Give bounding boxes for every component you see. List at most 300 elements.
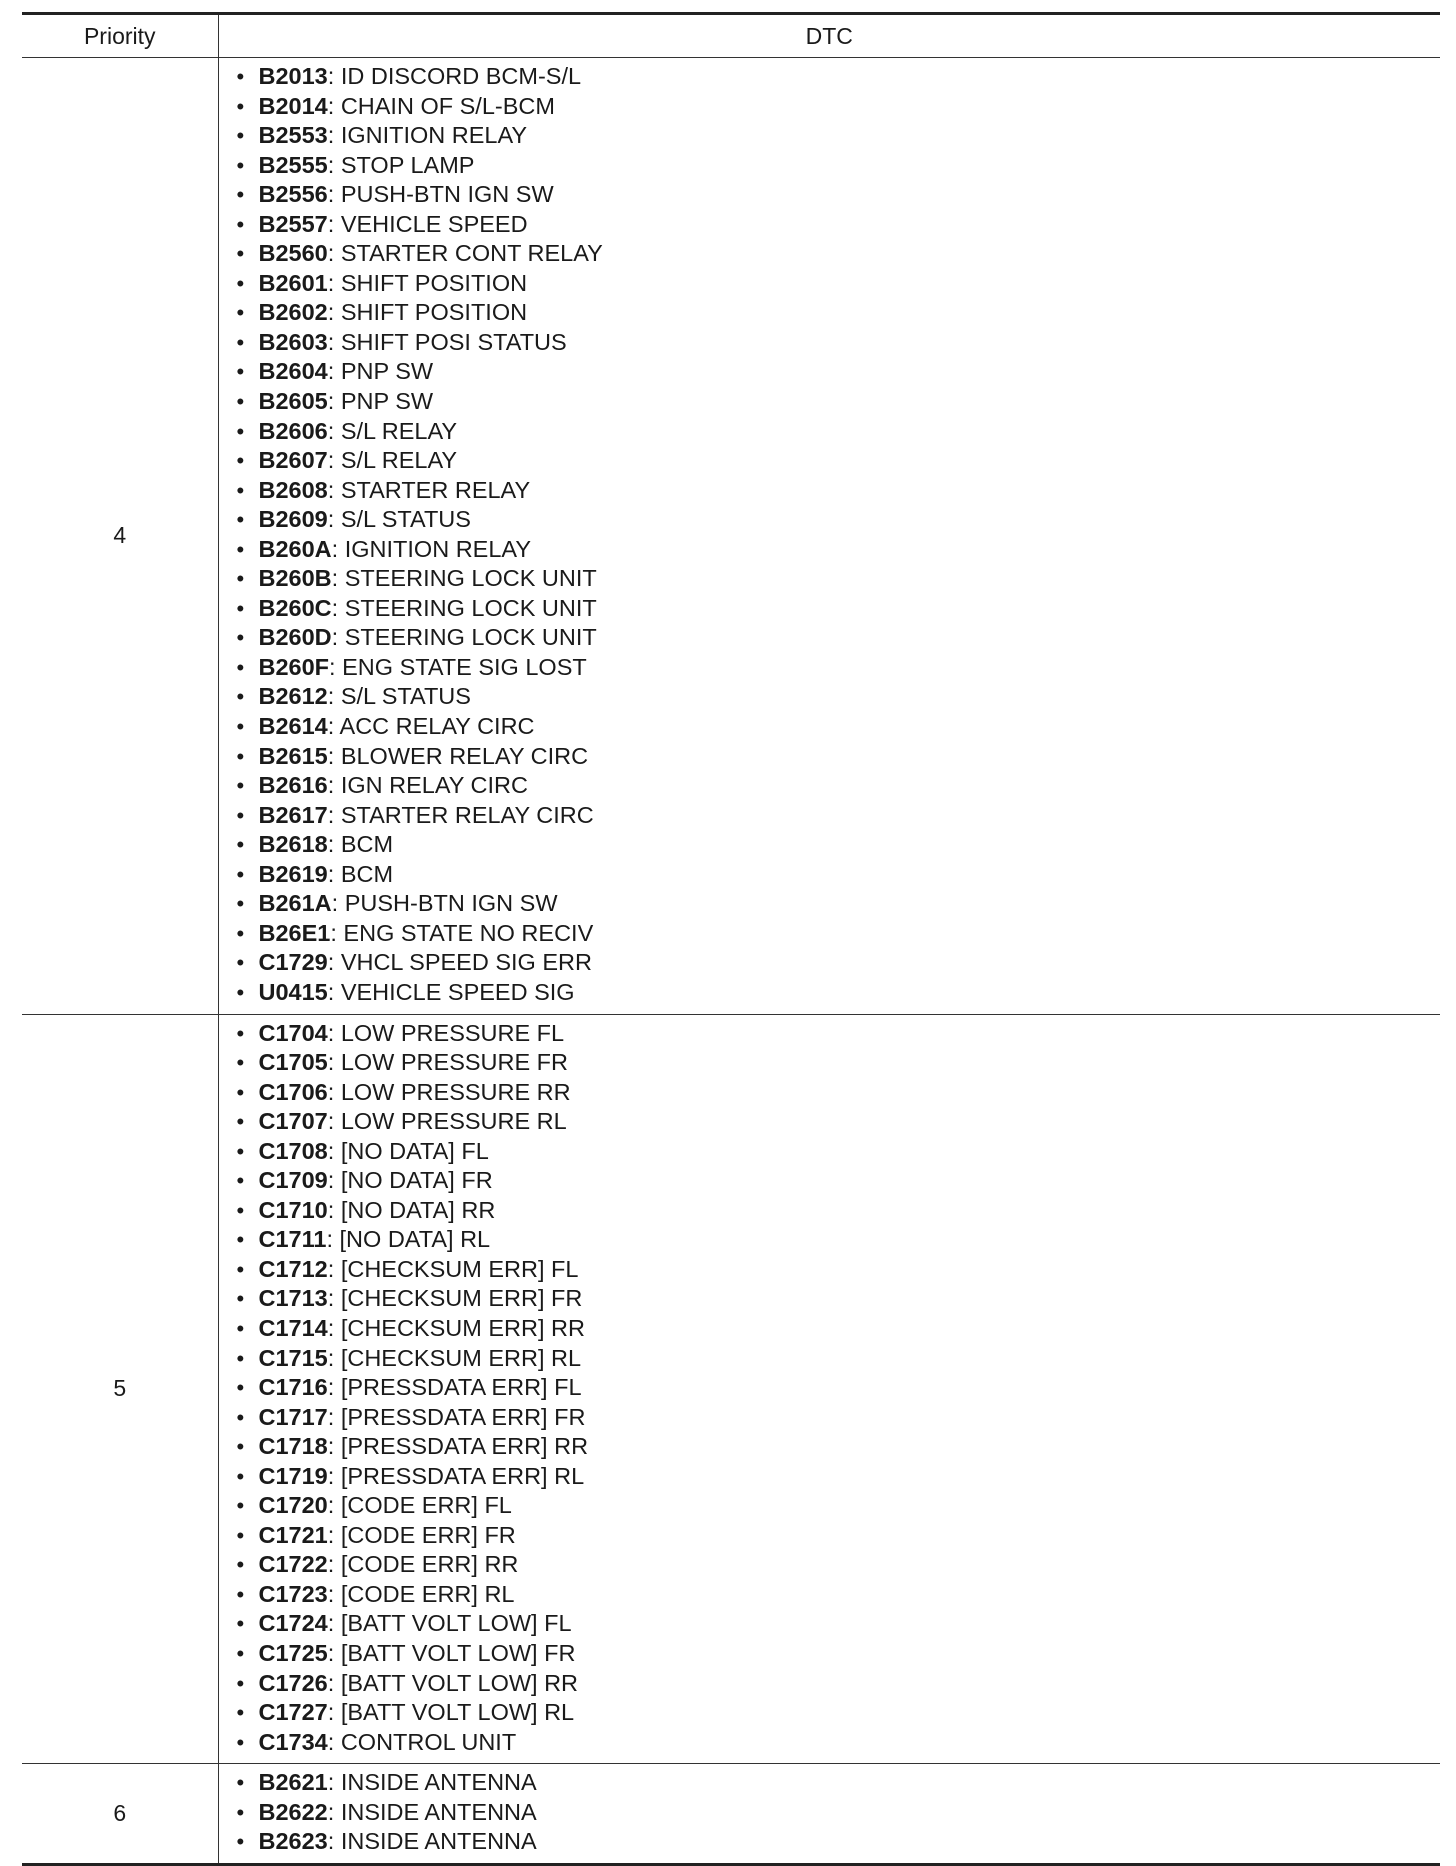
bullet-icon: • <box>236 1197 245 1223</box>
dtc-code: B2013 <box>258 63 328 89</box>
dtc-list-item <box>219 328 1441 358</box>
bullet-icon: • <box>236 389 245 415</box>
dtc-separator: : <box>327 506 341 533</box>
dtc-code: C1719 <box>258 1462 328 1489</box>
dtc-separator: : <box>327 713 340 740</box>
dtc-description: S/L RELAY <box>340 417 458 444</box>
bullet-icon: • <box>236 950 245 976</box>
dtc-separator: : <box>327 1769 341 1796</box>
dtc-separator: : <box>327 1728 341 1755</box>
dtc-code: B2612 <box>258 683 328 710</box>
bullet-icon: • <box>236 1493 245 1519</box>
dtc-description: [CODE ERR] FR <box>340 1521 516 1548</box>
bullet-icon: • <box>236 123 245 149</box>
bullet-icon: • <box>236 1829 245 1855</box>
bullet-icon: • <box>236 1670 245 1696</box>
dtc-separator: : <box>331 594 345 621</box>
bullet-icon: • <box>236 1256 245 1282</box>
bullet-icon: • <box>236 1611 245 1637</box>
dtc-list-item <box>219 1137 1441 1167</box>
bullet-icon: • <box>236 1227 245 1253</box>
dtc-description: [BATT VOLT LOW] RL <box>340 1699 575 1726</box>
bullet-icon: • <box>236 1020 245 1046</box>
table-body <box>22 58 1440 1865</box>
header-row <box>22 14 1440 58</box>
bullet-icon: • <box>236 1463 245 1489</box>
dtc-description: S/L STATUS <box>340 506 471 533</box>
dtc-list-item <box>219 476 1441 506</box>
dtc-description: [BATT VOLT LOW] FR <box>340 1639 576 1666</box>
dtc-description: S/L STATUS <box>340 683 471 710</box>
bullet-icon: • <box>236 773 245 799</box>
dtc-list-item <box>219 1078 1441 1108</box>
priority-value: 6 <box>22 1764 218 1865</box>
bullet-icon: • <box>236 566 245 592</box>
dtc-code: C1725 <box>258 1639 328 1666</box>
dtc-code: B2553 <box>258 122 328 149</box>
priority-value: 4 <box>22 58 218 1015</box>
dtc-list-item <box>219 417 1441 447</box>
dtc-description: STARTER RELAY <box>340 476 531 503</box>
dtc-separator: : <box>327 683 341 710</box>
bullet-icon: • <box>236 182 245 208</box>
dtc-description: CHAIN OF S/L-BCM <box>340 92 555 119</box>
dtc-list-item <box>219 1196 1441 1226</box>
dtc-description: [PRESSDATA ERR] RL <box>340 1462 585 1489</box>
dtc-code: B260B <box>258 565 332 592</box>
dtc-separator: : <box>327 1639 341 1666</box>
dtc-description: LOW PRESSURE FL <box>340 1019 565 1046</box>
dtc-separator: : <box>327 358 341 385</box>
dtc-separator: : <box>331 565 345 592</box>
dtc-cell <box>218 58 1440 1015</box>
dtc-separator: : <box>327 1521 341 1548</box>
dtc-separator: : <box>327 949 341 976</box>
dtc-code: B2609 <box>258 506 328 533</box>
dtc-description: S/L RELAY <box>340 447 458 474</box>
dtc-list-item <box>219 239 1441 269</box>
dtc-description: STARTER RELAY CIRC <box>340 801 594 828</box>
dtc-separator: : <box>327 447 341 474</box>
dtc-description: IGN RELAY CIRC <box>340 772 528 799</box>
bullet-icon: • <box>236 1286 245 1312</box>
bullet-icon: • <box>236 1799 245 1825</box>
dtc-list-item <box>219 682 1441 712</box>
dtc-code: B2621 <box>258 1769 328 1796</box>
bullet-icon: • <box>236 1552 245 1578</box>
dtc-description: [NO DATA] FL <box>340 1137 489 1164</box>
dtc-description: CONTROL UNIT <box>340 1728 517 1755</box>
dtc-description: [CHECKSUM ERR] RR <box>340 1314 585 1341</box>
dtc-separator: : <box>327 1669 341 1696</box>
dtc-list <box>219 58 1441 1014</box>
dtc-code: C1715 <box>258 1344 328 1371</box>
bullet-icon: • <box>236 1729 245 1755</box>
dtc-separator: : <box>327 1137 341 1164</box>
dtc-list-item <box>219 505 1441 535</box>
dtc-separator: : <box>327 1433 341 1460</box>
bullet-icon: • <box>236 684 245 710</box>
dtc-list-item <box>219 1166 1441 1196</box>
dtc-list-item <box>219 1314 1441 1344</box>
dtc-list-item <box>219 1019 1441 1049</box>
dtc-list-item <box>219 1580 1441 1610</box>
dtc-separator: : <box>327 1403 341 1430</box>
dtc-description: [PRESSDATA ERR] FL <box>340 1374 582 1401</box>
dtc-list-item <box>219 1255 1441 1285</box>
bullet-icon: • <box>236 270 245 296</box>
dtc-description: SHIFT POSITION <box>340 269 528 296</box>
dtc-list-item <box>219 121 1441 151</box>
dtc-list-item <box>219 151 1441 181</box>
dtc-code: C1726 <box>258 1669 328 1696</box>
dtc-separator: : <box>326 1226 340 1253</box>
dtc-description: [CHECKSUM ERR] FR <box>340 1285 583 1312</box>
dtc-list-item <box>219 1373 1441 1403</box>
dtc-code: B2615 <box>258 742 328 769</box>
dtc-code: C1721 <box>258 1521 328 1548</box>
bullet-icon: • <box>236 1581 245 1607</box>
dtc-list-item <box>219 623 1441 653</box>
dtc-code: B2608 <box>258 476 328 503</box>
dtc-code: C1723 <box>258 1580 328 1607</box>
dtc-list-item <box>219 357 1441 387</box>
bullet-icon: • <box>236 1109 245 1135</box>
dtc-description: [CODE ERR] RR <box>340 1551 519 1578</box>
bullet-icon: • <box>236 595 245 621</box>
dtc-description: INSIDE ANTENNA <box>340 1828 537 1855</box>
dtc-code: B2555 <box>258 151 328 178</box>
dtc-separator: : <box>327 1078 341 1105</box>
bullet-icon: • <box>236 1050 245 1076</box>
bullet-icon: • <box>236 891 245 917</box>
dtc-separator: : <box>327 1108 341 1135</box>
bullet-icon: • <box>236 1315 245 1341</box>
bullet-icon: • <box>236 507 245 533</box>
dtc-code: C1734 <box>258 1728 328 1755</box>
dtc-description: PUSH-BTN IGN SW <box>340 181 554 208</box>
bullet-icon: • <box>236 625 245 651</box>
dtc-list-item <box>219 1728 1441 1758</box>
dtc-list-item <box>219 269 1441 299</box>
dtc-code: B2606 <box>258 417 328 444</box>
dtc-list-item <box>219 860 1441 890</box>
dtc-code: B2614 <box>258 713 328 740</box>
dtc-separator: : <box>327 1049 341 1076</box>
dtc-separator: : <box>331 535 345 562</box>
dtc-separator: : <box>327 92 341 119</box>
bullet-icon: • <box>236 743 245 769</box>
dtc-code: B260F <box>258 653 330 680</box>
dtc-list-item <box>219 1827 1441 1857</box>
bullet-icon: • <box>236 920 245 946</box>
bullet-icon: • <box>236 448 245 474</box>
dtc-code: C1722 <box>258 1551 328 1578</box>
dtc-separator: : <box>327 269 341 296</box>
bullet-icon: • <box>236 211 245 237</box>
dtc-code: B260A <box>258 535 332 562</box>
dtc-separator: : <box>327 1344 341 1371</box>
dtc-separator: : <box>327 63 341 89</box>
dtc-separator: : <box>327 1374 341 1401</box>
bullet-icon: • <box>236 1079 245 1105</box>
dtc-description: ENG STATE NO RECIV <box>343 919 594 946</box>
dtc-description: VEHICLE SPEED <box>340 210 528 237</box>
priority-column-header: Priority <box>22 14 218 58</box>
dtc-separator: : <box>327 476 341 503</box>
dtc-list-item <box>219 180 1441 210</box>
dtc-code: B2557 <box>258 210 328 237</box>
dtc-separator: : <box>327 1285 341 1312</box>
dtc-description: PNP SW <box>340 388 434 415</box>
dtc-description: LOW PRESSURE RR <box>340 1078 571 1105</box>
dtc-priority-table <box>22 12 1440 1866</box>
bullet-icon: • <box>236 1434 245 1460</box>
dtc-list-item <box>219 1107 1441 1137</box>
dtc-code: C1712 <box>258 1255 328 1282</box>
dtc-description: SHIFT POSITION <box>340 299 528 326</box>
dtc-description: INSIDE ANTENNA <box>340 1798 537 1825</box>
dtc-code: C1716 <box>258 1374 328 1401</box>
dtc-cell <box>218 1764 1440 1865</box>
bullet-icon: • <box>236 300 245 326</box>
dtc-code: B26E1 <box>258 919 331 946</box>
dtc-code: B261A <box>258 890 332 917</box>
dtc-separator: : <box>327 1196 341 1223</box>
dtc-list-item <box>219 594 1441 624</box>
dtc-list-item <box>219 1491 1441 1521</box>
dtc-separator: : <box>327 801 341 828</box>
bullet-icon: • <box>236 1404 245 1430</box>
dtc-separator: : <box>327 860 341 887</box>
dtc-separator: : <box>327 299 341 326</box>
dtc-description: STEERING LOCK UNIT <box>344 624 597 651</box>
dtc-separator: : <box>327 1699 341 1726</box>
dtc-description: BCM <box>340 831 394 858</box>
dtc-list-item <box>219 742 1441 772</box>
dtc-code: C1710 <box>258 1196 328 1223</box>
dtc-description: INSIDE ANTENNA <box>340 1769 537 1796</box>
dtc-description: STEERING LOCK UNIT <box>344 565 597 592</box>
dtc-list-item <box>219 387 1441 417</box>
dtc-code: C1724 <box>258 1610 328 1637</box>
bullet-icon: • <box>236 536 245 562</box>
dtc-description: STOP LAMP <box>340 151 475 178</box>
dtc-description: [NO DATA] RL <box>339 1226 491 1253</box>
bullet-icon: • <box>236 1640 245 1666</box>
bullet-icon: • <box>236 802 245 828</box>
dtc-description: STEERING LOCK UNIT <box>344 594 597 621</box>
dtc-list-item <box>219 298 1441 328</box>
dtc-description: ENG STATE SIG LOST <box>342 653 587 680</box>
dtc-code: B260D <box>258 624 332 651</box>
dtc-description: LOW PRESSURE FR <box>340 1049 569 1076</box>
bullet-icon: • <box>236 1138 245 1164</box>
dtc-column-header: DTC <box>218 14 1440 58</box>
dtc-separator: : <box>327 1314 341 1341</box>
dtc-separator: : <box>327 1492 341 1519</box>
dtc-list-item <box>219 1639 1441 1669</box>
bullet-icon: • <box>236 1168 245 1194</box>
dtc-code: B2617 <box>258 801 328 828</box>
dtc-description: PNP SW <box>340 358 434 385</box>
dtc-code: B2602 <box>258 299 328 326</box>
dtc-code: B2556 <box>258 181 328 208</box>
dtc-list-item <box>219 1698 1441 1728</box>
bullet-icon: • <box>236 714 245 740</box>
bullet-icon: • <box>236 832 245 858</box>
dtc-code: B2014 <box>258 92 328 119</box>
dtc-separator: : <box>327 210 341 237</box>
bullet-icon: • <box>236 64 245 89</box>
bullet-icon: • <box>236 1375 245 1401</box>
dtc-separator: : <box>327 1610 341 1637</box>
dtc-code: C1727 <box>258 1699 328 1726</box>
dtc-description: ACC RELAY CIRC <box>339 713 535 740</box>
dtc-separator: : <box>327 1828 341 1855</box>
dtc-separator: : <box>327 240 341 267</box>
bullet-icon: • <box>236 1522 245 1548</box>
dtc-description: VHCL SPEED SIG ERR <box>340 949 592 976</box>
dtc-code: C1709 <box>258 1167 328 1194</box>
dtc-separator: : <box>327 122 341 149</box>
dtc-separator: : <box>327 742 341 769</box>
dtc-list-item <box>219 1521 1441 1551</box>
dtc-list-item <box>219 1550 1441 1580</box>
bullet-icon: • <box>236 1770 245 1796</box>
dtc-list <box>219 1764 1441 1863</box>
dtc-list-item <box>219 801 1441 831</box>
dtc-list-item <box>219 1768 1441 1798</box>
priority-row <box>22 1014 1440 1764</box>
dtc-list-item <box>219 1403 1441 1433</box>
dtc-separator: : <box>327 978 341 1005</box>
dtc-list-item <box>219 1344 1441 1374</box>
bullet-icon: • <box>236 979 245 1005</box>
dtc-separator: : <box>327 151 341 178</box>
dtc-list-item <box>219 210 1441 240</box>
dtc-code: B2623 <box>258 1828 328 1855</box>
dtc-separator: : <box>327 831 341 858</box>
dtc-separator: : <box>327 1798 341 1825</box>
dtc-list-item <box>219 535 1441 565</box>
priority-row <box>22 1764 1440 1865</box>
dtc-description: ID DISCORD BCM-S/L <box>340 63 582 89</box>
dtc-separator: : <box>327 328 341 355</box>
dtc-description: IGNITION RELAY <box>340 122 528 149</box>
bullet-icon: • <box>236 418 245 444</box>
bullet-icon: • <box>236 1345 245 1371</box>
dtc-list-item <box>219 1284 1441 1314</box>
dtc-code: C1718 <box>258 1433 328 1460</box>
dtc-separator: : <box>327 1462 341 1489</box>
dtc-code: U0415 <box>258 978 328 1005</box>
dtc-code: C1706 <box>258 1078 328 1105</box>
dtc-code: B2560 <box>258 240 328 267</box>
dtc-separator: : <box>327 1167 341 1194</box>
dtc-list-item <box>219 712 1441 742</box>
dtc-code: B2618 <box>258 831 328 858</box>
dtc-separator: : <box>327 1255 341 1282</box>
dtc-list-item <box>219 62 1441 92</box>
dtc-list-item <box>219 830 1441 860</box>
dtc-separator: : <box>327 417 341 444</box>
dtc-separator: : <box>327 1580 341 1607</box>
dtc-separator: : <box>330 919 344 946</box>
dtc-code: B2622 <box>258 1798 328 1825</box>
priority-row <box>22 58 1440 1015</box>
bullet-icon: • <box>236 1700 245 1726</box>
dtc-separator: : <box>327 388 341 415</box>
dtc-description: LOW PRESSURE RL <box>340 1108 567 1135</box>
dtc-list-item <box>219 1798 1441 1828</box>
dtc-list-item <box>219 446 1441 476</box>
dtc-code: C1729 <box>258 949 328 976</box>
dtc-code: C1720 <box>258 1492 328 1519</box>
dtc-code: B2619 <box>258 860 328 887</box>
dtc-description: [CODE ERR] RL <box>340 1580 515 1607</box>
dtc-description: SHIFT POSI STATUS <box>340 328 567 355</box>
dtc-description: [CHECKSUM ERR] FL <box>340 1255 579 1282</box>
dtc-code: C1705 <box>258 1049 328 1076</box>
bullet-icon: • <box>236 861 245 887</box>
dtc-code: C1717 <box>258 1403 328 1430</box>
dtc-list-item <box>219 919 1441 949</box>
dtc-list-item <box>219 1462 1441 1492</box>
dtc-cell <box>218 1014 1440 1764</box>
dtc-description: VEHICLE SPEED SIG <box>340 978 575 1005</box>
bullet-icon: • <box>236 359 245 385</box>
bullet-icon: • <box>236 329 245 355</box>
dtc-separator: : <box>327 1551 341 1578</box>
dtc-description: [PRESSDATA ERR] FR <box>340 1403 586 1430</box>
dtc-list-item <box>219 948 1441 978</box>
dtc-list-item <box>219 978 1441 1008</box>
dtc-description: [PRESSDATA ERR] RR <box>340 1433 589 1460</box>
dtc-list-item <box>219 92 1441 122</box>
dtc-separator: : <box>327 181 341 208</box>
dtc-description: [BATT VOLT LOW] RR <box>340 1669 579 1696</box>
dtc-description: STARTER CONT RELAY <box>340 240 603 267</box>
dtc-list <box>219 1015 1441 1764</box>
dtc-code: C1708 <box>258 1137 328 1164</box>
dtc-description: BLOWER RELAY CIRC <box>340 742 589 769</box>
dtc-description: [NO DATA] RR <box>340 1196 496 1223</box>
dtc-list-item <box>219 771 1441 801</box>
dtc-code: B2604 <box>258 358 328 385</box>
dtc-code: C1707 <box>258 1108 328 1135</box>
dtc-separator: : <box>327 772 341 799</box>
dtc-code: B260C <box>258 594 332 621</box>
dtc-description: [NO DATA] FR <box>340 1167 493 1194</box>
dtc-code: B2603 <box>258 328 328 355</box>
dtc-code: B2616 <box>258 772 328 799</box>
dtc-separator: : <box>327 1019 341 1046</box>
priority-value: 5 <box>22 1014 218 1764</box>
dtc-description: [CHECKSUM ERR] RL <box>340 1344 582 1371</box>
dtc-list-item <box>219 653 1441 683</box>
dtc-list-item <box>219 1669 1441 1699</box>
bullet-icon: • <box>236 152 245 178</box>
dtc-separator: : <box>329 653 343 680</box>
dtc-description: [BATT VOLT LOW] FL <box>340 1610 572 1637</box>
dtc-code: B2605 <box>258 388 328 415</box>
dtc-code: C1714 <box>258 1314 328 1341</box>
bullet-icon: • <box>236 241 245 267</box>
bullet-icon: • <box>236 654 245 680</box>
dtc-code: C1704 <box>258 1019 328 1046</box>
bullet-icon: • <box>236 93 245 119</box>
